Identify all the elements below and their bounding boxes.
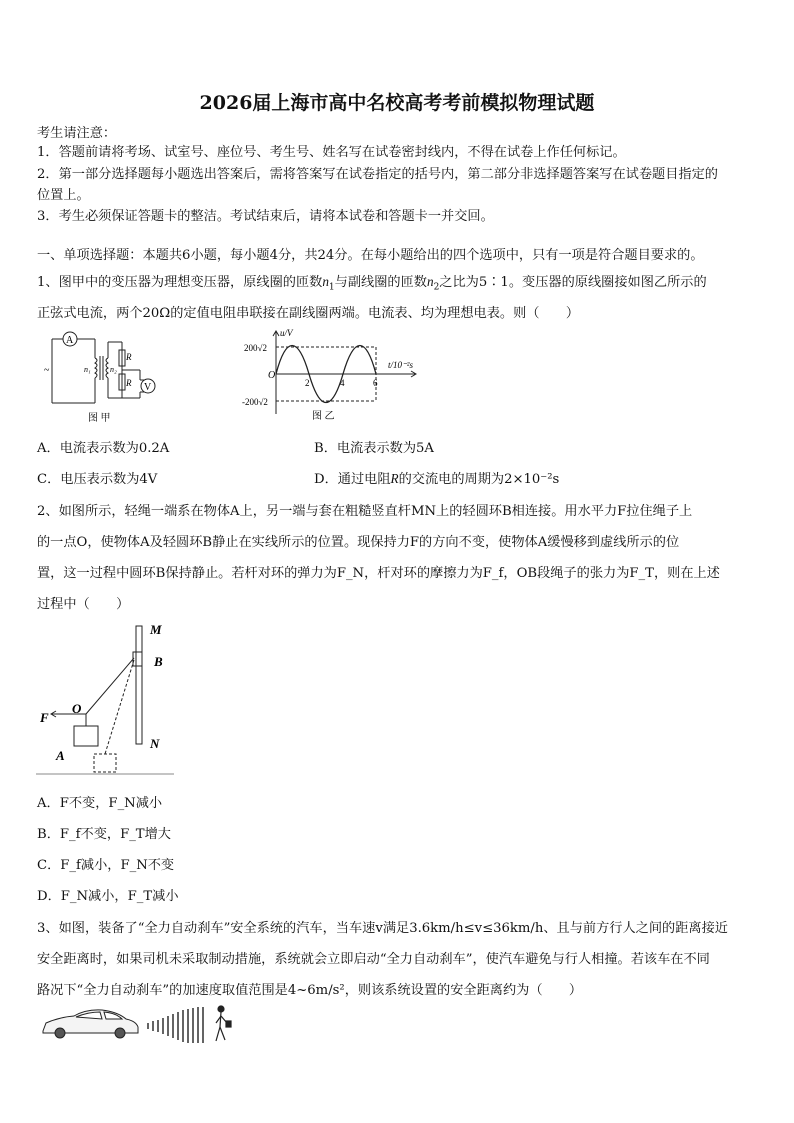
q2-stem-line: 2、如图所示，轻绳一端系在物体A上，另一端与套在粗糙竖直杆MN上的轻圆环B相连接。用水平力F拉住绳子上 bbox=[37, 504, 693, 519]
q1-figure-waveform bbox=[240, 326, 420, 426]
q1-stem-line2: 正弦式电流，两个20Ω的定值电阻串联接在副线圈两端。电流表、均为理想电表。则（ ） bbox=[37, 306, 580, 321]
q1-figure-circuit bbox=[40, 328, 165, 428]
q2-option-d: D．F_N减小，F_T减小 bbox=[37, 889, 179, 904]
q3-figure-car-pedestrian bbox=[40, 1003, 240, 1045]
q2-option-a: A．F不变，F_N减小 bbox=[37, 796, 163, 811]
q3-stem-line: 安全距离时，如果司机未采取制动措施，系统就会立即启动“全力自动刹车”，使汽车避免与行人相撞。若该车在不同 bbox=[37, 952, 710, 967]
y-axis-label: u/V bbox=[280, 328, 293, 338]
pedestrian-icon bbox=[216, 1006, 231, 1041]
label-f: F bbox=[40, 710, 49, 725]
notice-item: 1．答题前请将考场、试室号、座位号、考生号、姓名写在试卷密封线内，不得在试卷上作任何标记。 bbox=[37, 145, 626, 160]
q2-figure-rod bbox=[36, 618, 176, 778]
q2-option-c: C．F_f减小，F_N不变 bbox=[37, 858, 175, 873]
notice-heading: 考生请注意： bbox=[37, 126, 117, 141]
y-min-label: -200√2 bbox=[242, 397, 268, 407]
label-m: M bbox=[150, 622, 162, 637]
fig-a-caption: 图 甲 bbox=[88, 413, 111, 424]
tick-label: 4 bbox=[340, 378, 345, 388]
voltmeter-label: V bbox=[144, 382, 152, 393]
n1-label: n₁ bbox=[84, 365, 91, 374]
sensor-waves-icon bbox=[148, 1007, 203, 1043]
q1-option-c: C．电压表示数为4V bbox=[37, 472, 158, 487]
notice-item: 2．第一部分选择题每小题选出答案后，需将答案写在试卷指定的括号内，第二部分非选择题答案写在试卷题目指定的 bbox=[37, 167, 718, 182]
resistor-label: R bbox=[126, 378, 132, 388]
q2-stem-line: 过程中（ ） bbox=[37, 597, 130, 612]
q3-stem-line: 3、如图，装备了“全力自动刹车”安全系统的汽车，当车速v满足3.6km/h≤v≤36km/h、且与前方行人之间的距离接近 bbox=[37, 921, 728, 936]
n2-label: n₂ bbox=[110, 365, 117, 374]
q2-stem-line: 置，这一过程中圆环B保持静止。若杆对环的弹力为F_N，杆对环的摩擦力为F_f，OB段绳子的张力为F_T，则在上述 bbox=[37, 566, 720, 581]
label-b: B bbox=[154, 654, 163, 669]
resistor-label: R bbox=[126, 352, 132, 362]
y-max-label: 200√2 bbox=[244, 343, 267, 353]
label-n: N bbox=[150, 736, 160, 751]
notice-item: 3．考生必须保证答题卡的整洁。考试结束后，请将本试卷和答题卡一并交回。 bbox=[37, 209, 494, 224]
x-axis-label: t/10⁻²s bbox=[388, 360, 413, 370]
origin-label: O bbox=[268, 370, 276, 381]
tick-label: 6 bbox=[373, 378, 378, 388]
section-heading: 一、单项选择题：本题共6小题，每小题4分，共24分。在每小题给出的四个选项中，只有一项是符合题目要求的。 bbox=[37, 248, 704, 263]
q2-stem-line: 的一点O，使物体A及轻圆环B静止在实线所示的位置。现保持力F的方向不变，使物体A缓慢移到虚线所示的位 bbox=[37, 535, 680, 550]
fig-b-caption: 图 乙 bbox=[312, 411, 335, 422]
q1-option-d: D．通过电阻R的交流电的周期为2×10⁻²s bbox=[314, 471, 560, 487]
tick-label: 2 bbox=[305, 378, 310, 388]
notice-item: 位置上。 bbox=[37, 188, 90, 203]
q3-stem-line: 路况下“全力自动刹车”的加速度取值范围是4~6m/s²，则该系统设置的安全距离约为（ ） bbox=[37, 983, 583, 998]
car-icon bbox=[43, 1010, 138, 1038]
q1-stem-line1: 1、图甲中的变压器为理想变压器，原线圈的匝数$n_1$与副线圈的匝数$n_2$之比为5∶1。变压器的原线圈接如图乙所示的 bbox=[37, 274, 707, 293]
q1-option-a: A．电流表示数为0.2A bbox=[37, 441, 170, 456]
label-o: O bbox=[72, 701, 82, 716]
ammeter-label: A bbox=[66, 335, 74, 346]
q1-option-b: B．电流表示数为5A bbox=[314, 441, 434, 456]
page-title: 2026届上海市高中名校高考考前模拟物理试题 bbox=[199, 92, 595, 114]
q2-option-b: B．F_f不变，F_T增大 bbox=[37, 827, 171, 842]
label-a: A bbox=[56, 748, 65, 763]
source-symbol: ~ bbox=[44, 365, 50, 376]
